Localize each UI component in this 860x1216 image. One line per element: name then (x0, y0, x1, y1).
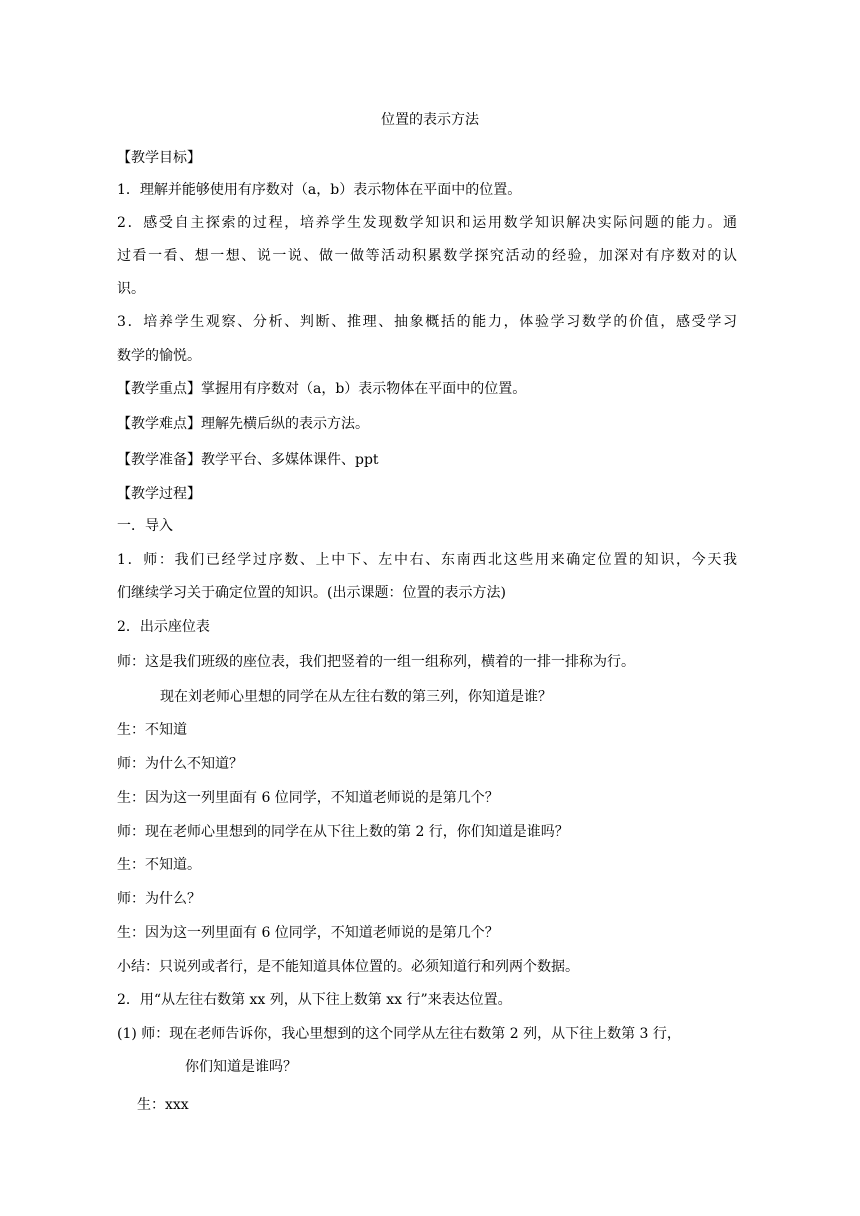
paragraph-line: 2．出示座位表 (117, 619, 210, 635)
section-heading-process: 【教学过程】 (117, 486, 201, 502)
preparation-line: 【教学准备】教学平台、多媒体课件、ppt (117, 452, 379, 468)
dialogue-line: 现在刘老师心里想的同学在从左往右数的第三列，你知道是谁？ (160, 689, 552, 705)
section-heading-objectives: 【教学目标】 (117, 150, 201, 166)
paragraph-line: 们继续学习关于确定位置的知识。(出示课题：位置的表示方法) (117, 585, 506, 601)
dialogue-line: 生：xxx (137, 1097, 189, 1113)
paragraph-line: 过看一看、想一想、说一说、做一做等活动积累数学探究活动的经验，加深对有序数对的认 (117, 248, 737, 264)
paragraph-line: 识。 (117, 281, 145, 297)
dialogue-line: 师：这是我们班级的座位表，我们把竖着的一组一组称列，横着的一排一排称为行。 (117, 654, 635, 670)
paragraph-line: 1．师：我们已经学过序数、上中下、左中右、东南西北这些用来确定位置的知识，今天我 (117, 552, 737, 568)
dialogue-line: 生：因为这一列里面有 6 位同学，不知道老师说的是第几个？ (117, 925, 499, 941)
paragraph-line: 2．用“从左往右数第 xx 列，从下往上数第 xx 行”来表达位置。 (117, 992, 512, 1008)
dialogue-line: 生：因为这一列里面有 6 位同学，不知道老师说的是第几个？ (117, 790, 499, 806)
key-point-line: 【教学重点】掌握用有序数对（a，b）表示物体在平面中的位置。 (117, 381, 527, 397)
dialogue-line: 生：不知道。 (117, 857, 201, 873)
difficulty-line: 【教学难点】理解先横后纵的表示方法。 (117, 416, 369, 432)
paragraph-line: 2．感受自主探索的过程，培养学生发现数学知识和运用数学知识解决实际问题的能力。通 (117, 215, 737, 231)
paragraph-line: 3．培养学生观察、分析、判断、推理、抽象概括的能力，体验学习数学的价值，感受学习 (117, 314, 737, 330)
dialogue-line: 师：现在老师心里想到的同学在从下往上数的第 2 行，你们知道是谁吗？ (117, 824, 569, 840)
dialogue-line: 师：为什么？ (117, 891, 201, 907)
subsection-heading: 一．导入 (117, 518, 173, 534)
paragraph-line: 1．理解并能够使用有序数对（a，b）表示物体在平面中的位置。 (117, 182, 522, 198)
summary-line: 小结：只说列或者行，是不能知道具体位置的。必须知道行和列两个数据。 (117, 959, 579, 975)
numbered-item-continuation: 你们知道是谁吗？ (185, 1059, 297, 1075)
numbered-item-line: (1) 师：现在老师告诉你，我心里想到的这个同学从左往右数第 2 列，从下往上数第 3 行， (117, 1026, 681, 1042)
paragraph-line: 数学的愉悦。 (117, 348, 201, 364)
dialogue-line: 生：不知道 (117, 722, 187, 738)
document-title: 位置的表示方法 (381, 112, 479, 128)
dialogue-line: 师：为什么不知道？ (117, 756, 243, 772)
